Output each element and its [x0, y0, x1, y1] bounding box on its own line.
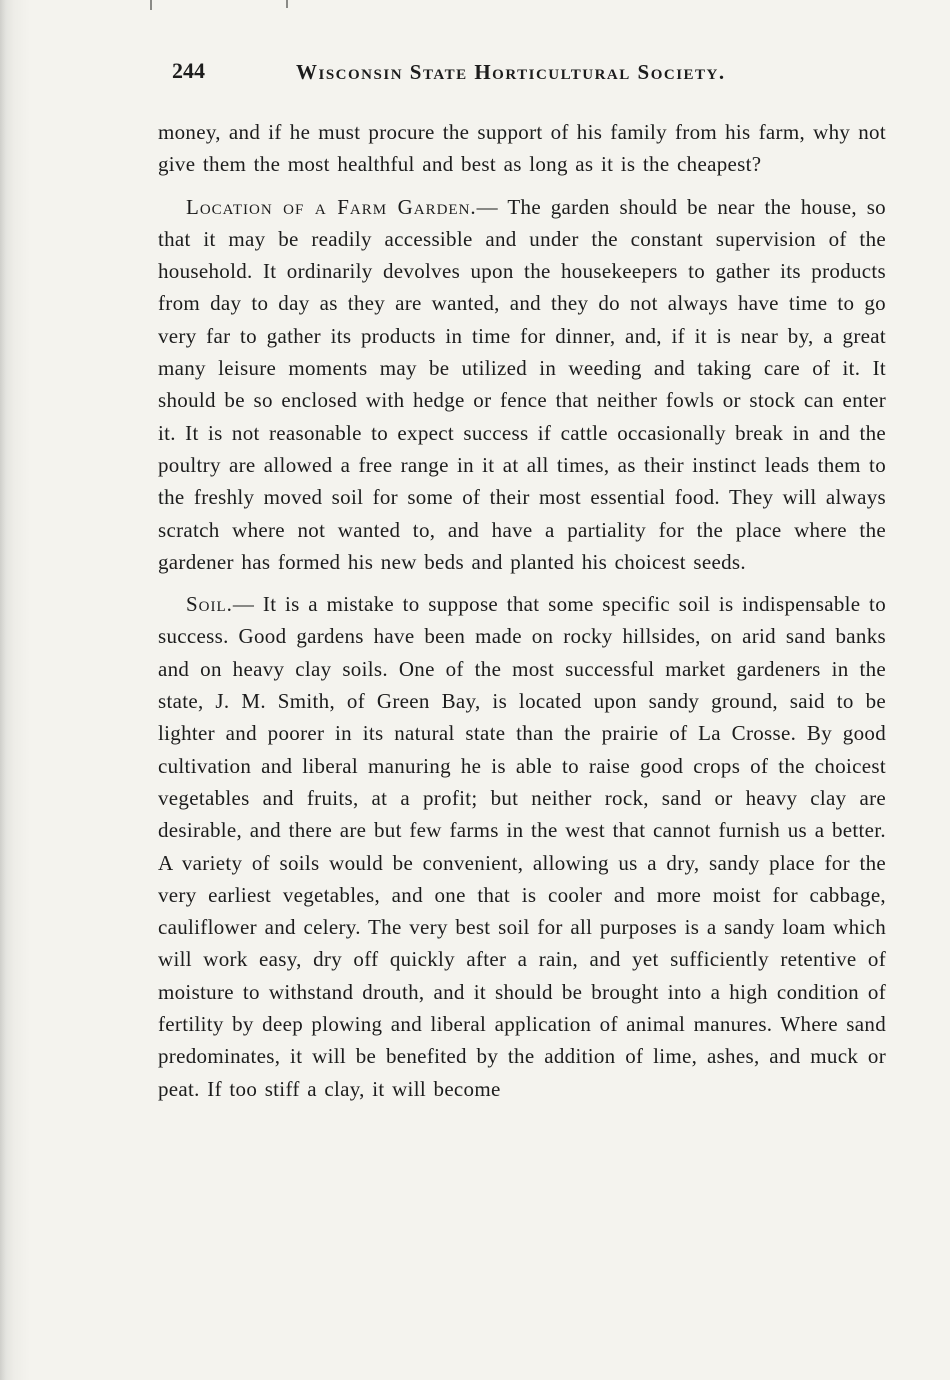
paragraph-soil [158, 588, 886, 1105]
running-head [158, 50, 886, 94]
paragraph-location-of-farm-garden [158, 191, 886, 579]
page-number: 244 [172, 58, 205, 83]
scan-edge-mark [286, 0, 288, 8]
running-title: Wisconsin State Horticultural Society. [296, 60, 726, 84]
section-heading: Location of a Farm Garden. [186, 194, 477, 219]
paragraph-text: — It is a mistake to suppose that some specific soil is indispensable to success. Good gardens have been made on rocky hillsides, on arid sand banks and on heavy clay soils. One of the most successful market gardeners in the state, J. M. Smith, of Green Bay, is located upon sandy ground, said to be lighter and poorer in its natural state than the prairie of La Crosse. By good cultivation and liberal manuring he is able to raise good crops of the choicest vegetables and fruits, at a profit; but neither rock, sand or heavy clay are desirable, and there are but few farms in the west that cannot furnish us a better. A variety of soils would be convenient, allowing us a dry, sandy place for the very earliest vegetables, and one that is cooler and more moist for cabbage, cauliflower and celery. The very best soil for all purposes is a sandy loam which will work easy, dry off quickly after a rain, and yet sufficiently retentive of moisture to withstand drouth, and it should be brought into a high condition of fertility by deep plowing and liberal application of animal manures. Where sand predominates, it will be benefited by the addition of lime, ashes, and muck or peat. If too stiff a clay, it will become [158, 592, 886, 1101]
book-page [158, 50, 886, 1115]
paragraph-continuation [158, 116, 886, 181]
body-text [158, 116, 886, 1105]
paragraph-text: — The garden should be near the house, so that it may be readily accessible and under the constant supervision of the household. It ordinarily devolves upon the housekeepers to gather its products from day to day as they are wanted, and they do not always have time to go very far to gather its products in time for dinner, and, if it is near by, a great many leisure moments may be utilized in weeding and taking care of it. It should be so enclosed with hedge or fence that neither fowls or stock can enter it. It is not reasonable to expect success if cattle occasionally break in and the poultry are allowed a free range in it at all times, as their instinct leads them to the freshly moved soil for some of their most essential food. They will always scratch where not wanted to, and have a partiality for the place where the gardener has formed his new beds and planted his choicest seeds. [158, 194, 886, 574]
scan-edge-mark [150, 0, 152, 10]
page-gutter-shadow [0, 0, 30, 1380]
paragraph-text: money, and if he must procure the support of his family from his farm, why not give them the most healthful and best as long as it is the cheapest? [158, 120, 886, 177]
section-heading: Soil. [186, 592, 233, 617]
